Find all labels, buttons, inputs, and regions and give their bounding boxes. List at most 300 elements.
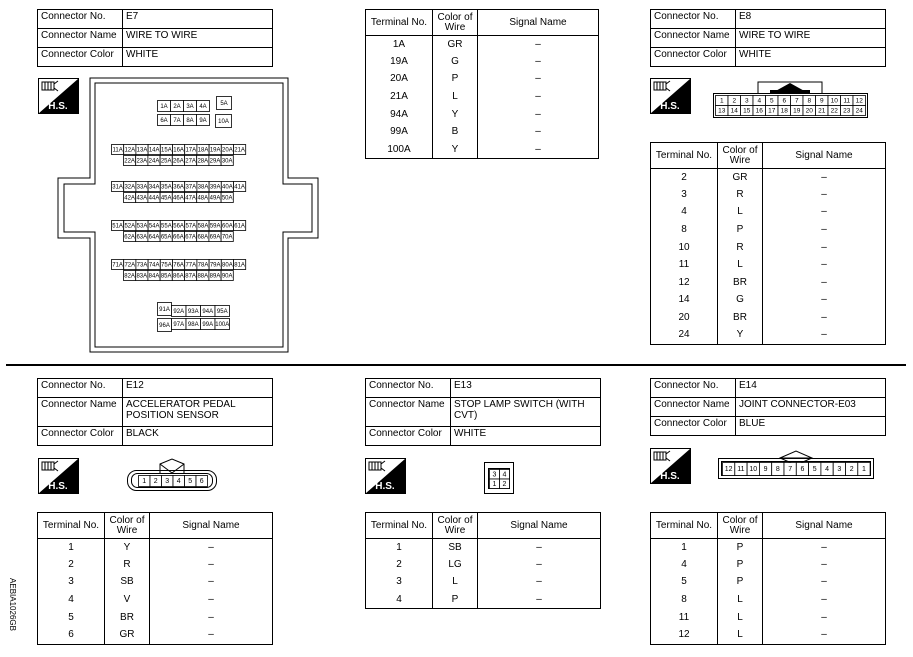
e8-wire-color-cell: G <box>718 292 763 310</box>
e7-pin-label: 11A <box>112 147 123 154</box>
label-connector-color: Connector Color <box>38 48 123 67</box>
e8-wire-color-cell: BR <box>718 309 763 327</box>
e12-signal-cell: – <box>150 626 273 644</box>
e7-pin-label: 43A <box>136 195 148 202</box>
e7-pin-label: 35A <box>161 184 172 191</box>
e8-pin-label: 18 <box>780 107 788 115</box>
e12-pin-label: 4 <box>176 478 181 486</box>
e7-pin-label: 85A <box>160 273 172 280</box>
e8-connector-color: WHITE <box>736 48 886 67</box>
e8-pin-label: 5 <box>769 97 774 105</box>
e8-wire-color-cell: R <box>718 239 763 257</box>
e12-terminal-row <box>38 609 273 627</box>
e13-pin-label: 3 <box>492 471 497 479</box>
e8-terminal-row <box>651 204 886 222</box>
e8-terminal-table <box>650 142 886 345</box>
e7-pin-label: 63A <box>136 234 148 241</box>
e13-terminal-row <box>366 556 601 574</box>
e14-signal-cell: – <box>763 626 886 644</box>
e14-pin-label: 10 <box>749 466 758 474</box>
e8-signal-cell: – <box>763 169 886 187</box>
e14-terminal-row <box>651 591 886 609</box>
e7-pin-label: 68A <box>197 234 209 241</box>
e8-terminal-row <box>651 292 886 310</box>
e7-pin-label: 80A <box>222 262 233 269</box>
e12-wire-color-cell: Y <box>105 539 150 557</box>
e12-terminal-cell: 6 <box>38 626 105 644</box>
e7-pin-label: 97A <box>173 322 185 329</box>
e7-pin-label: 90A <box>221 273 233 280</box>
e7-connector-name: WIRE TO WIRE <box>123 29 273 48</box>
e14-wire-color-cell: L <box>718 609 763 627</box>
e14-terminal-row <box>651 626 886 644</box>
label-connector-no: Connector No. <box>366 379 451 398</box>
e7-pin-label: 78A <box>197 262 209 269</box>
e12-connector-name: ACCELERATOR PEDAL POSITION SENSOR <box>123 398 273 427</box>
e14-terminal-cell: 11 <box>651 609 718 627</box>
e12-signal-cell: – <box>150 539 273 557</box>
e14-terminal-row <box>651 609 886 627</box>
hs-label: H.S. <box>48 101 68 112</box>
e8-wire-color-cell: Y <box>718 327 763 345</box>
e7-pin-label: 69A <box>209 234 221 241</box>
e14-pin-label: 2 <box>849 466 854 474</box>
e7-signal-cell: – <box>478 36 599 54</box>
e14-connector-no: E14 <box>736 379 886 398</box>
hs-harness-side-icon <box>650 448 691 484</box>
hs-harness-side-icon <box>365 458 406 494</box>
e8-signal-cell: – <box>763 186 886 204</box>
e12-signal-cell: – <box>150 591 273 609</box>
e7-pin-label: 77A <box>185 262 197 269</box>
e8-signal-cell: – <box>763 327 886 345</box>
e14-wire-color-cell: L <box>718 626 763 644</box>
e7-pin-label: 15A <box>161 147 172 154</box>
label-connector-color: Connector Color <box>651 48 736 67</box>
e14-signal-cell: – <box>763 609 886 627</box>
e8-terminal-cell: 11 <box>651 256 718 274</box>
e8-terminal-cell: 10 <box>651 239 718 257</box>
e13-signal-cell: – <box>478 539 601 557</box>
label-connector-name: Connector Name <box>38 398 123 427</box>
e7-pin-label: 61A <box>234 223 245 230</box>
e8-terminal-cell: 14 <box>651 292 718 310</box>
e7-pin-label: 66A <box>173 234 184 241</box>
e8-pin-label: 3 <box>744 97 749 105</box>
e8-terminal-cell: 2 <box>651 169 718 187</box>
e14-pin-label: 11 <box>737 466 745 474</box>
e12-wire-color-cell: R <box>105 556 150 574</box>
e8-connector-no: E8 <box>736 10 886 29</box>
e12-col-color: Color of Wire <box>105 513 150 539</box>
e8-wire-color-cell: L <box>718 256 763 274</box>
e7-pin-label: 91A <box>159 307 170 314</box>
e7-wire-color-cell: P <box>433 71 478 89</box>
e14-col-terminal: Terminal No. <box>651 513 718 539</box>
label-connector-color: Connector Color <box>366 427 451 446</box>
e13-terminal-table <box>365 512 601 609</box>
e7-pin-label: 23A <box>136 158 148 165</box>
e7-pin-label: 52A <box>124 223 136 230</box>
e13-terminal-cell: 2 <box>366 556 433 574</box>
e14-col-signal: Signal Name <box>763 513 886 539</box>
e7-terminal-row <box>366 123 599 141</box>
e12-wire-color-cell: SB <box>105 574 150 592</box>
e8-signal-cell: – <box>763 292 886 310</box>
e12-terminal-cell: 3 <box>38 574 105 592</box>
e12-terminal-table <box>37 512 273 645</box>
e7-pin-label: 16A <box>173 147 184 154</box>
e7-pin-label: 13A <box>136 147 148 154</box>
e7-terminal-cell: 19A <box>366 53 433 71</box>
e14-wire-color-cell: L <box>718 591 763 609</box>
e13-connector-no: E13 <box>451 379 601 398</box>
e7-pin-label: 53A <box>136 223 148 230</box>
e7-pin-label: 76A <box>173 262 184 269</box>
e13-connector-name: STOP LAMP SWITCH (WITH CVT) <box>451 398 601 427</box>
e7-pin-label: 100A <box>215 322 230 329</box>
e7-pin-label: 31A <box>112 184 123 191</box>
e7-pin-label: 55A <box>161 223 172 230</box>
e8-pin-label: 7 <box>794 97 799 105</box>
e8-terminal-row <box>651 239 886 257</box>
e7-pin-label: 62A <box>124 234 135 241</box>
e12-terminal-cell: 5 <box>38 609 105 627</box>
e12-terminal-row <box>38 539 273 557</box>
e13-connector-color: WHITE <box>451 427 601 446</box>
e14-terminal-cell: 1 <box>651 539 718 557</box>
e14-pin-label: 7 <box>788 466 793 474</box>
e14-signal-cell: – <box>763 591 886 609</box>
e14-pin-label: 3 <box>837 466 842 474</box>
e13-wire-color-cell: P <box>433 591 478 609</box>
e7-wire-color-cell: L <box>433 88 478 106</box>
e7-pin-label: 72A <box>124 262 136 269</box>
e12-terminal-cell: 4 <box>38 591 105 609</box>
e7-pin-label: 50A <box>221 195 233 202</box>
e7-pin-label: 96A <box>159 323 170 330</box>
e8-pin-label: 4 <box>757 97 762 105</box>
e14-info-table <box>650 378 886 436</box>
e7-wire-color-cell: B <box>433 123 478 141</box>
hs-harness-side-icon <box>38 458 79 494</box>
label-connector-name: Connector Name <box>366 398 451 427</box>
e13-terminal-row <box>366 539 601 557</box>
e12-terminal-cell: 1 <box>38 539 105 557</box>
e8-terminal-cell: 4 <box>651 204 718 222</box>
e7-pin-label: 24A <box>148 158 160 165</box>
e12-terminal-row <box>38 574 273 592</box>
e7-pin-label: 87A <box>185 273 196 280</box>
e7-pin-label: 84A <box>148 273 160 280</box>
e14-pin-label: 4 <box>825 466 830 474</box>
e14-terminal-cell: 12 <box>651 626 718 644</box>
hs-label: H.S. <box>375 481 395 492</box>
e13-info-table <box>365 378 601 446</box>
e12-connector-face <box>126 458 218 492</box>
e8-wire-color-cell: BR <box>718 274 763 292</box>
e7-pin-label: 46A <box>173 195 184 202</box>
e14-pin-label: 12 <box>724 466 733 474</box>
e8-terminal-cell: 3 <box>651 186 718 204</box>
e12-col-signal: Signal Name <box>150 513 273 539</box>
e13-col-color: Color of Wire <box>433 513 478 539</box>
e14-signal-cell: – <box>763 574 886 592</box>
e8-signal-cell: – <box>763 204 886 222</box>
e7-pin-label: 17A <box>185 147 197 154</box>
e7-pin-label: 9A <box>199 118 207 125</box>
e13-terminal-cell: 3 <box>366 574 433 592</box>
e13-connector-face <box>484 462 514 494</box>
e7-pin-label: 58A <box>197 223 209 230</box>
e8-pin-label: 1 <box>719 97 724 105</box>
e7-pin-label: 95A <box>216 309 228 316</box>
e8-connector-face <box>710 78 870 122</box>
e7-pin-label: 6A <box>160 118 168 125</box>
e8-pin-label: 6 <box>782 97 787 105</box>
e8-signal-cell: – <box>763 309 886 327</box>
e14-signal-cell: – <box>763 539 886 557</box>
e14-pin-label: 9 <box>763 466 768 474</box>
e7-pin-label: 74A <box>148 262 160 269</box>
e14-col-color: Color of Wire <box>718 513 763 539</box>
e8-terminal-cell: 8 <box>651 221 718 239</box>
e8-signal-cell: – <box>763 274 886 292</box>
e7-signal-cell: – <box>478 53 599 71</box>
e8-pin-label: 19 <box>793 107 801 115</box>
e8-pin-label: 17 <box>768 107 776 115</box>
e8-pin-label: 9 <box>819 97 824 105</box>
e7-terminal-row <box>366 36 599 54</box>
e7-pin-label: 71A <box>112 262 123 269</box>
e12-wire-color-cell: V <box>105 591 150 609</box>
e14-wire-color-cell: P <box>718 574 763 592</box>
e13-terminal-row <box>366 591 601 609</box>
e8-terminal-cell: 12 <box>651 274 718 292</box>
hs-label: H.S. <box>660 101 680 112</box>
e7-pin-label: 29A <box>209 158 221 165</box>
e7-pin-label: 67A <box>185 234 196 241</box>
e7-pin-label: 93A <box>187 309 199 316</box>
e7-pin-label: 54A <box>148 223 160 230</box>
e7-pin-label: 22A <box>124 158 135 165</box>
e13-pin-label: 1 <box>492 480 497 488</box>
e14-pin-label: 6 <box>800 466 805 474</box>
label-connector-name: Connector Name <box>38 29 123 48</box>
e12-terminal-row <box>38 626 273 644</box>
e8-info-table <box>650 9 886 67</box>
e8-terminal-row <box>651 327 886 345</box>
hs-label: H.S. <box>48 481 68 492</box>
e7-pin-label: 10A <box>218 119 229 126</box>
e7-pin-label: 51A <box>112 223 123 230</box>
e8-pin-label: 22 <box>830 107 838 115</box>
e7-pin-label: 36A <box>173 184 184 191</box>
e7-pin-label: 47A <box>185 195 196 202</box>
e14-pin-label: 8 <box>775 466 780 474</box>
e12-pin-label: 6 <box>199 478 204 486</box>
e7-signal-cell: – <box>478 88 599 106</box>
e8-terminal-row <box>651 169 886 187</box>
e12-wire-color-cell: BR <box>105 609 150 627</box>
e14-terminal-row <box>651 539 886 557</box>
label-connector-no: Connector No. <box>38 379 123 398</box>
e7-pin-label: 49A <box>209 195 221 202</box>
e8-wire-color-cell: L <box>718 204 763 222</box>
e7-pin-label: 83A <box>136 273 148 280</box>
e7-terminal-row <box>366 106 599 124</box>
e7-pin-label: 7A <box>173 118 181 125</box>
e12-signal-cell: – <box>150 609 273 627</box>
e8-connector-name: WIRE TO WIRE <box>736 29 886 48</box>
e8-terminal-row <box>651 221 886 239</box>
e7-signal-cell: – <box>478 71 599 89</box>
e12-terminal-row <box>38 556 273 574</box>
e14-connector-name: JOINT CONNECTOR-E03 <box>736 398 886 417</box>
e7-terminal-row <box>366 141 599 159</box>
e8-pin-label: 11 <box>843 97 851 105</box>
e7-connector-face <box>56 74 321 356</box>
label-connector-name: Connector Name <box>651 29 736 48</box>
e12-pin-label: 2 <box>153 478 158 486</box>
e7-wire-color-cell: GR <box>433 36 478 54</box>
e7-pin-label: 42A <box>124 195 135 202</box>
e7-pin-label: 2A <box>173 104 181 111</box>
e7-signal-cell: – <box>478 123 599 141</box>
e7-pin-label: 81A <box>234 262 245 269</box>
e13-terminal-cell: 1 <box>366 539 433 557</box>
hs-harness-side-icon <box>650 78 691 114</box>
e8-signal-cell: – <box>763 221 886 239</box>
e7-pin-label: 27A <box>185 158 196 165</box>
e7-pin-label: 21A <box>234 147 245 154</box>
e7-terminal-cell: 94A <box>366 106 433 124</box>
e14-wire-color-cell: P <box>718 556 763 574</box>
section-divider <box>6 364 906 366</box>
e7-signal-cell: – <box>478 106 599 124</box>
e12-connector-color: BLACK <box>123 427 273 446</box>
e7-pin-label: 59A <box>209 223 221 230</box>
e7-pin-label: 88A <box>197 273 209 280</box>
e7-terminal-cell: 100A <box>366 141 433 159</box>
e7-pin-label: 86A <box>173 273 184 280</box>
figure-code: AEBIA1026GB <box>7 578 17 631</box>
e14-wire-color-cell: P <box>718 539 763 557</box>
e7-pin-label: 4A <box>199 104 207 111</box>
e8-terminal-cell: 20 <box>651 309 718 327</box>
e14-pin-label: 5 <box>812 466 817 474</box>
e7-pin-label: 79A <box>209 262 221 269</box>
e8-terminal-row <box>651 256 886 274</box>
e7-pin-label: 40A <box>222 184 233 191</box>
e14-terminal-table <box>650 512 886 645</box>
e7-terminal-table <box>365 9 599 159</box>
e7-pin-label: 30A <box>221 158 233 165</box>
e12-connector-no: E12 <box>123 379 273 398</box>
e7-pin-label: 33A <box>136 184 148 191</box>
e13-pin-label: 4 <box>502 471 507 479</box>
e7-terminal-row <box>366 53 599 71</box>
e8-pin-label: 21 <box>818 107 826 115</box>
e8-terminal-row <box>651 186 886 204</box>
e7-pin-label: 45A <box>160 195 172 202</box>
e7-terminal-row <box>366 71 599 89</box>
e7-pin-label: 5A <box>220 101 228 108</box>
e13-terminal-row <box>366 574 601 592</box>
e8-col-signal: Signal Name <box>763 143 886 169</box>
e7-wire-color-cell: Y <box>433 141 478 159</box>
e14-connector-color: BLUE <box>736 417 886 436</box>
e7-col-signal: Signal Name <box>478 10 599 36</box>
e13-wire-color-cell: L <box>433 574 478 592</box>
e8-col-terminal: Terminal No. <box>651 143 718 169</box>
label-connector-color: Connector Color <box>38 427 123 446</box>
e12-pin-label: 5 <box>188 478 193 486</box>
e12-wire-color-cell: GR <box>105 626 150 644</box>
e7-pin-label: 3A <box>186 104 194 111</box>
e7-terminal-row <box>366 88 599 106</box>
e12-pin-label: 1 <box>142 478 147 486</box>
e14-terminal-cell: 8 <box>651 591 718 609</box>
e7-pin-label: 65A <box>160 234 172 241</box>
e8-terminal-cell: 24 <box>651 327 718 345</box>
e7-pin-label: 38A <box>197 184 209 191</box>
e7-pin-label: 64A <box>148 234 160 241</box>
e7-pin-label: 75A <box>161 262 172 269</box>
e7-wire-color-cell: G <box>433 53 478 71</box>
e13-pin-label: 2 <box>502 480 507 488</box>
e7-pin-label: 70A <box>221 234 233 241</box>
e7-col-color: Color of Wire <box>433 10 478 36</box>
e7-pin-label: 82A <box>124 273 135 280</box>
e8-pin-label: 16 <box>755 107 763 115</box>
label-connector-no: Connector No. <box>651 10 736 29</box>
e8-pin-label: 8 <box>807 97 812 105</box>
e8-terminal-row <box>651 274 886 292</box>
e12-col-terminal: Terminal No. <box>38 513 105 539</box>
e8-signal-cell: – <box>763 256 886 274</box>
label-connector-color: Connector Color <box>651 417 736 436</box>
e14-connector-face <box>718 450 876 480</box>
e13-terminal-cell: 4 <box>366 591 433 609</box>
e7-pin-label: 20A <box>222 147 233 154</box>
e8-pin-label: 10 <box>830 97 838 105</box>
e7-wire-color-cell: Y <box>433 106 478 124</box>
e7-terminal-cell: 20A <box>366 71 433 89</box>
e7-connector-color: WHITE <box>123 48 273 67</box>
e7-pin-label: 25A <box>160 158 172 165</box>
e7-pin-label: 48A <box>197 195 209 202</box>
e7-pin-label: 18A <box>197 147 209 154</box>
e12-signal-cell: – <box>150 574 273 592</box>
e14-terminal-cell: 4 <box>651 556 718 574</box>
e7-pin-label: 89A <box>209 273 221 280</box>
e8-pin-label: 15 <box>743 107 751 115</box>
e7-pin-label: 28A <box>197 158 209 165</box>
e7-pin-label: 14A <box>148 147 160 154</box>
e8-wire-color-cell: R <box>718 186 763 204</box>
e8-terminal-row <box>651 309 886 327</box>
label-connector-name: Connector Name <box>651 398 736 417</box>
e8-pin-label: 12 <box>855 97 863 105</box>
e8-pin-label: 24 <box>855 107 863 115</box>
e12-terminal-cell: 2 <box>38 556 105 574</box>
e7-pin-label: 37A <box>185 184 197 191</box>
e14-signal-cell: – <box>763 556 886 574</box>
e7-pin-label: 39A <box>209 184 221 191</box>
e13-wire-color-cell: SB <box>433 539 478 557</box>
e12-terminal-row <box>38 591 273 609</box>
